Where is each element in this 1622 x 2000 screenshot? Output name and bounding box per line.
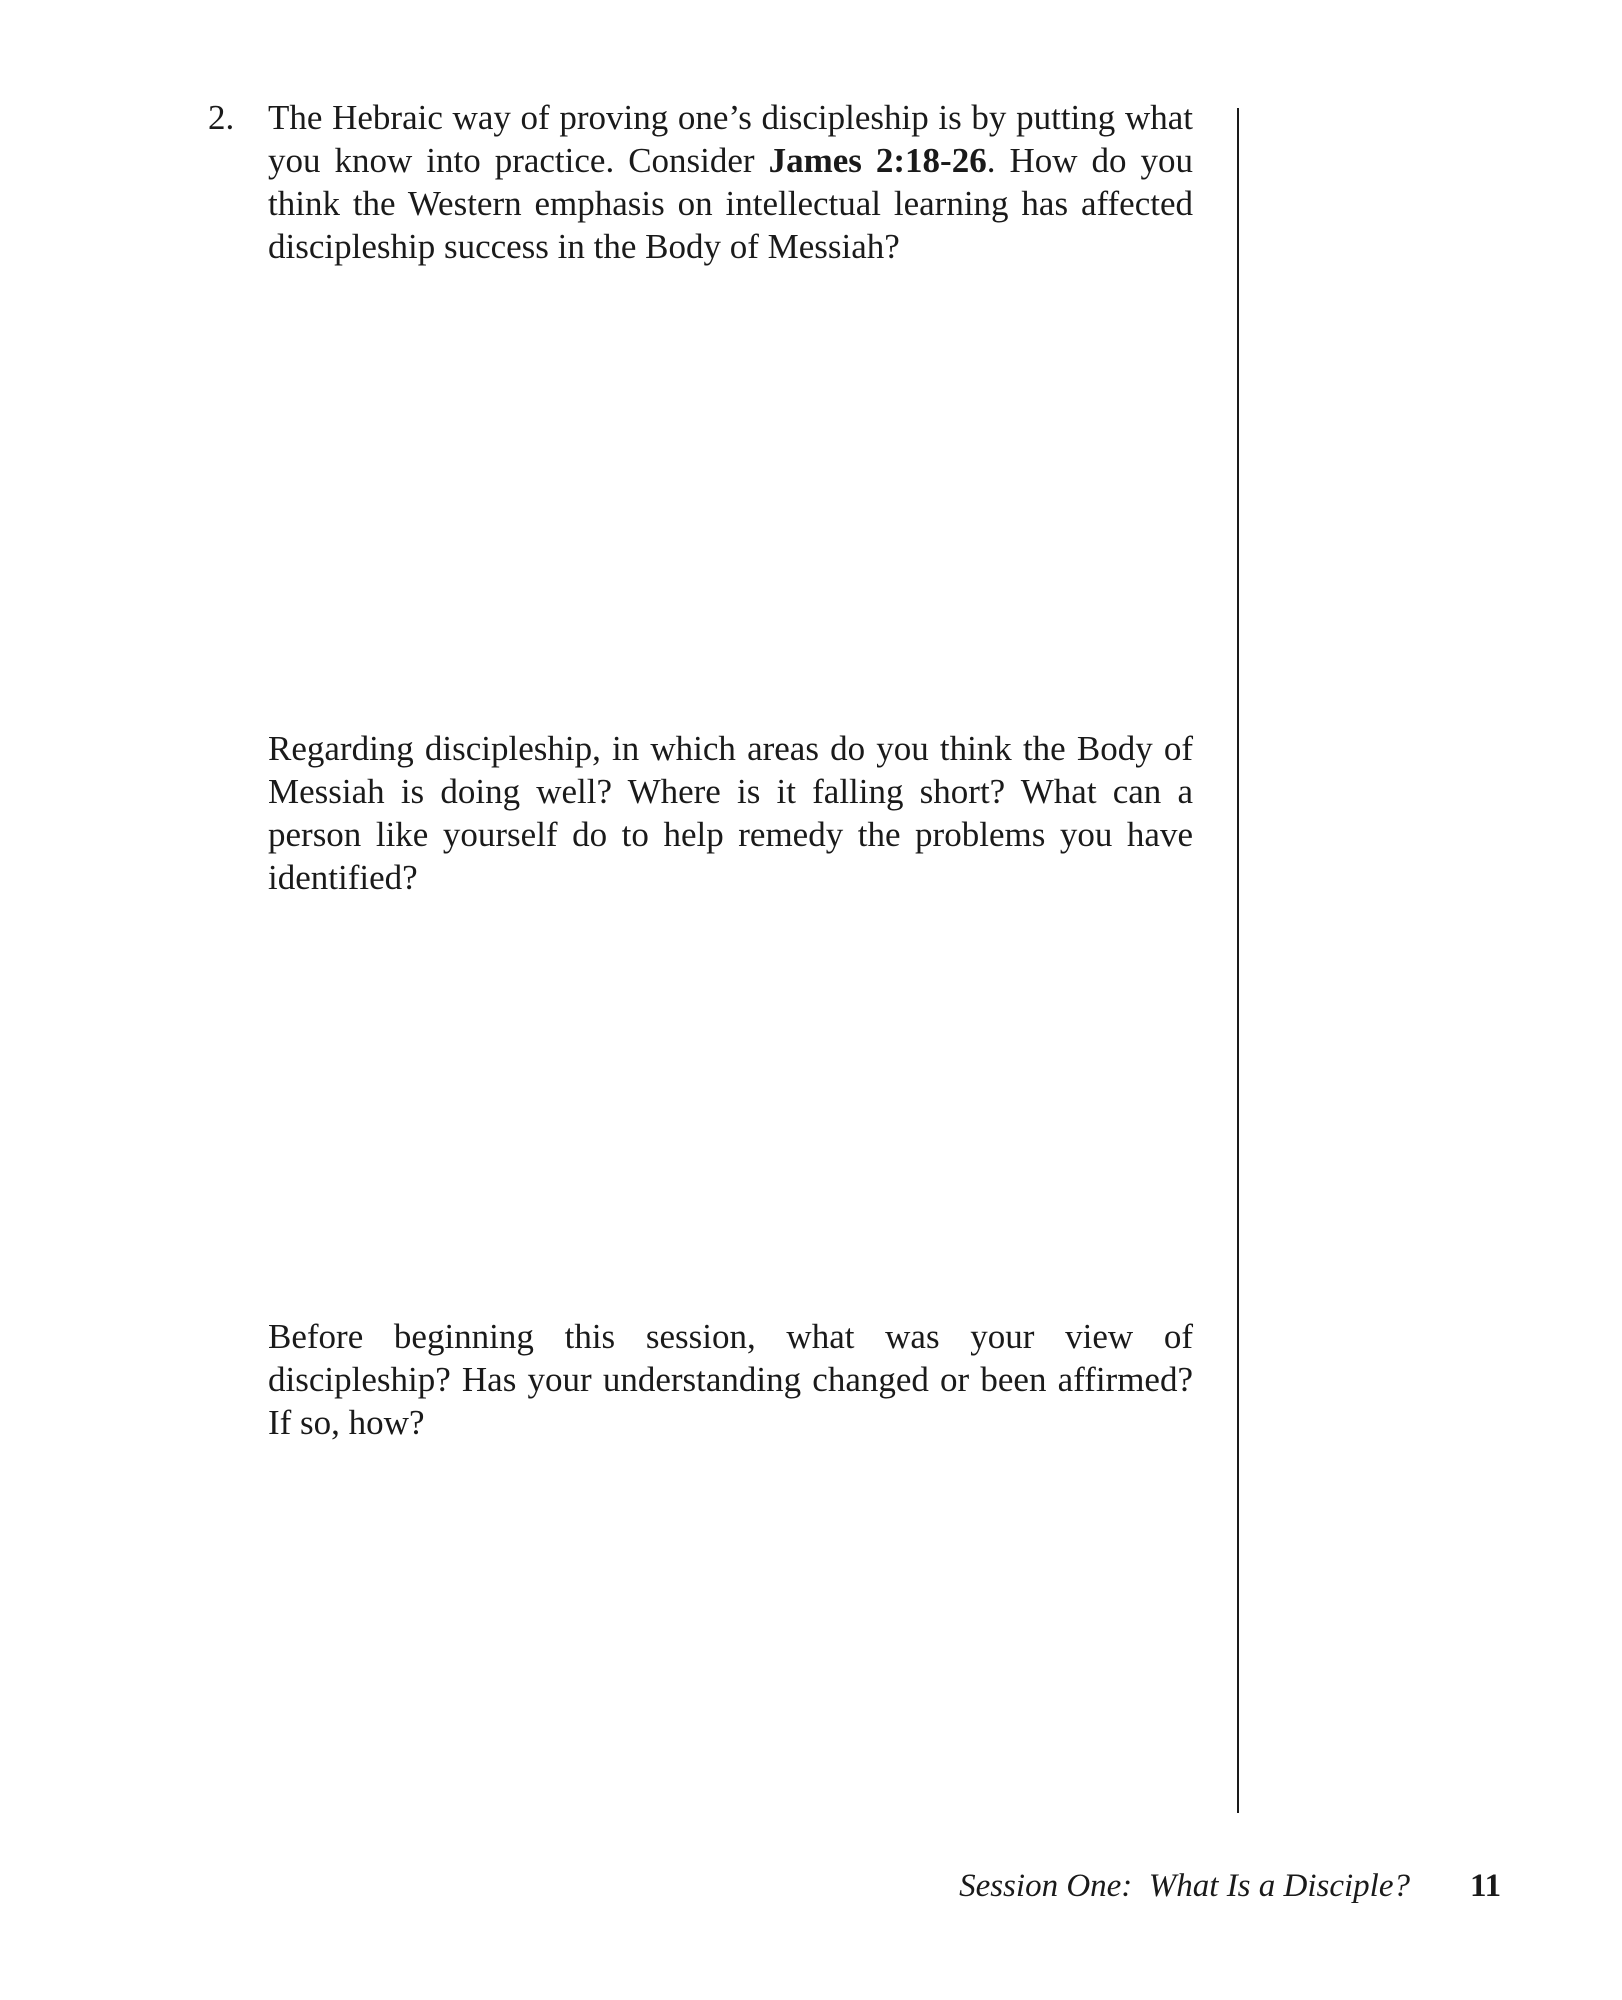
question-text-after: . How do you think the Western emphasis on intellectual learning has affected discipleship success in the Body of Messiah? xyxy=(268,141,1193,266)
footer-session-title: Session One: What Is a Disciple? xyxy=(959,1868,1410,1904)
question-number: 2. xyxy=(208,98,235,137)
reflection-prompt-body-of-messiah: Regarding discipleship, in which areas do you think the Body of Messiah is doing well? Where is it falling short? What can a person like yourself do to help remedy the problems you have identified? xyxy=(268,729,1193,897)
question-text-before: The Hebraic way of proving one’s discipleship is by putting what you know into practice. Consider xyxy=(268,98,1193,180)
question-text xyxy=(268,96,1193,268)
margin-divider-line xyxy=(1237,108,1239,1813)
reflection-prompt-view-of-discipleship: Before beginning this session, what was your view of discipleship? Has your understanding changed or been affirmed? If so, how? xyxy=(268,1317,1193,1442)
page-number: 11 xyxy=(1470,1868,1502,1904)
scripture-reference: James 2:18-26 xyxy=(768,141,987,180)
